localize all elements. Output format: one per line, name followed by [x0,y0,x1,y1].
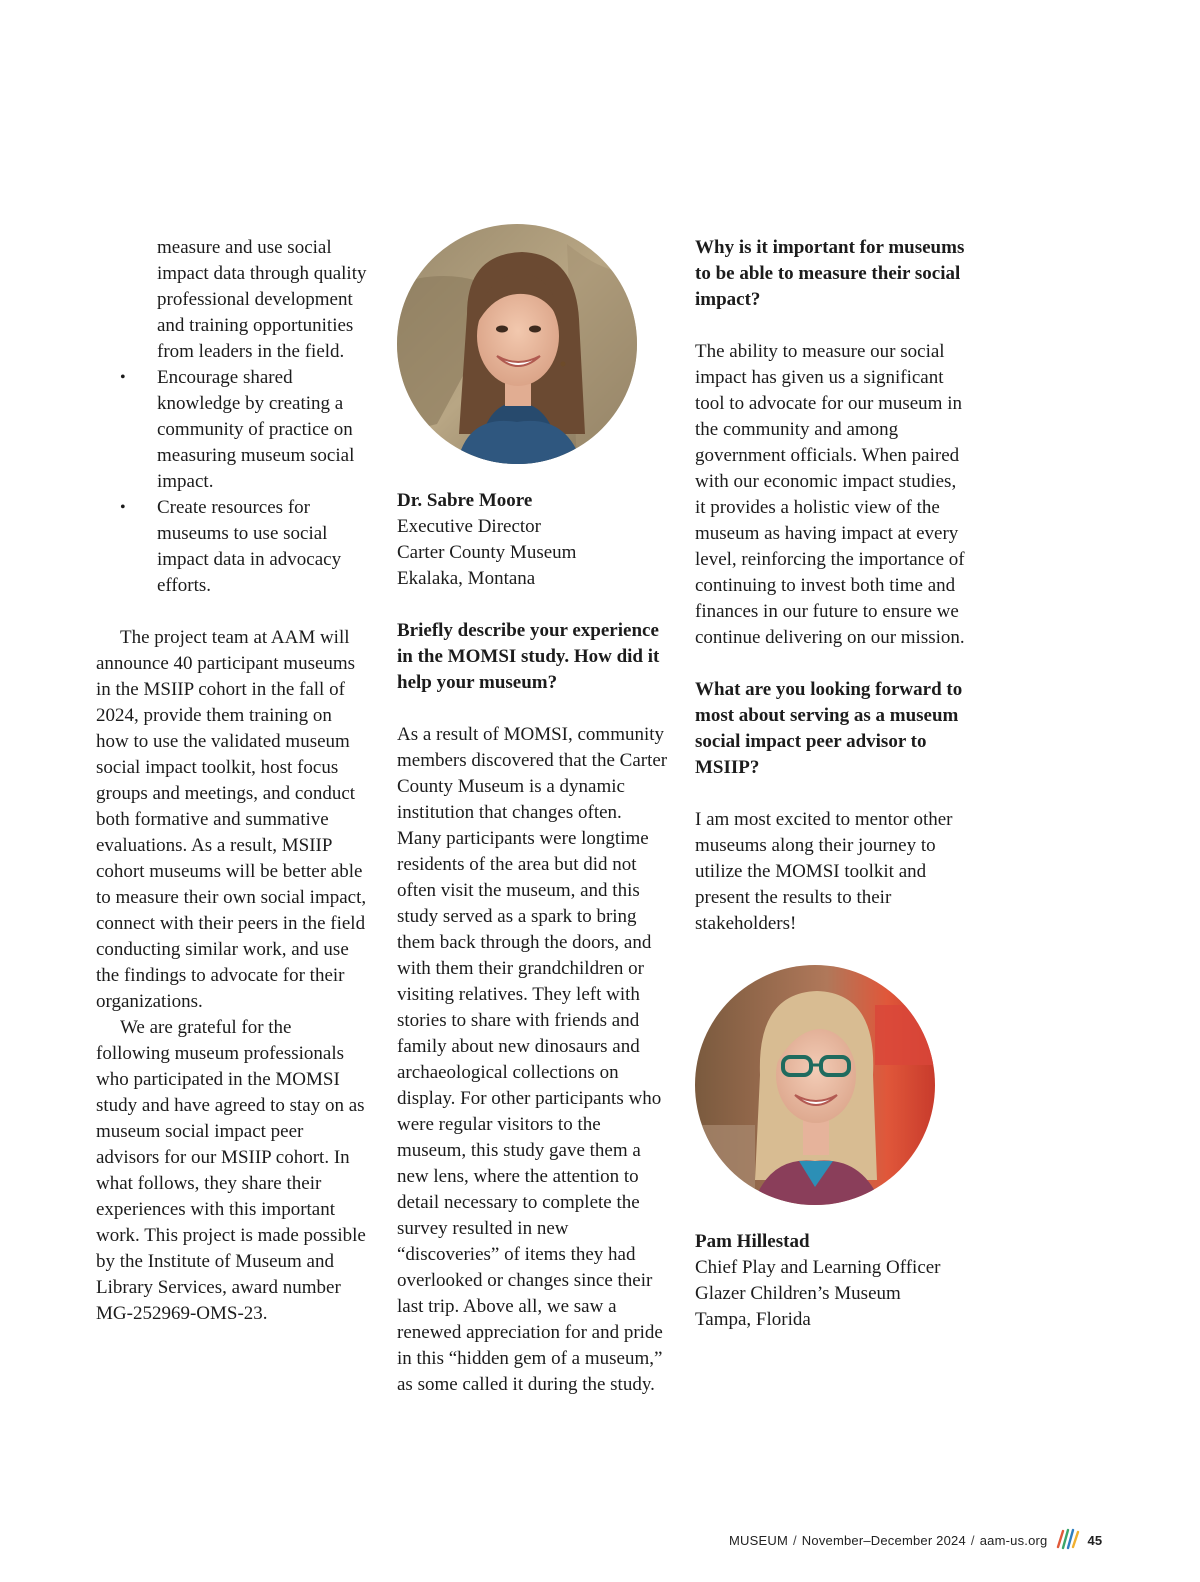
advisor-organization: Carter County Museum [397,542,577,563]
portrait-illustration [695,965,935,1205]
interview-question: Briefly describe your experience in the MOMSI study. How did it help your museum? [397,620,660,693]
interview-question: Why is it important for museums to be able to measure their social impact? [695,237,965,310]
website-link[interactable]: aam-us.org [979,1532,1048,1548]
advisor-location: Ekalaka, Montana [397,568,536,589]
interview-question: What are you looking forward to most about serving as a museum social impact peer advisor to MSIIP? [695,679,963,778]
advisor-name: Pam Hillestad [695,1231,810,1252]
footer-separator: / [792,1532,797,1548]
article-column-1 [96,235,368,1327]
advisor-location: Tampa, Florida [695,1309,811,1330]
advisor-title: Chief Play and Learning Officer [695,1257,941,1278]
list-item [120,495,368,599]
list-item [120,365,368,495]
advisor-organization: Glazer Children’s Museum [695,1283,901,1304]
advisor-name: Dr. Sabre Moore [397,490,533,511]
bullet-continuation-text: measure and use social impact data through quality professional development and training opportunities from leaders in the field. [157,237,367,362]
article-column-2 [397,235,669,1398]
magazine-name: MUSEUM [729,1532,788,1548]
body-paragraph: We are grateful for the following museum professionals who participated in the MOMSI study and have agreed to stay on as museum social impact peer advisors for our MSIIP cohort. In what follows, they share their experiences with this important work. This project is made possible by the Institute of Museum and Library Services, award number MG-252969-OMS-23. [96,1017,366,1324]
bullet-text: Create resources for museums to use social impact data in advocacy efforts. [157,497,342,596]
portrait-illustration [397,224,637,464]
body-paragraph: The project team at AAM will announce 40 participant museums in the MSIIP cohort in the fall of 2024, provide them training on how to use the validated museum social impact toolkit, host focus groups and meetings, and conduct both formative and summative evaluations. As a result, MSIIP cohort museums will be better able to measure their own social impact, connect with their peers in the field conducting similar work, and use the findings to advocate for their organizations. [96,627,367,1012]
page-footer [729,1530,1102,1550]
aam-stripes-logo-icon [1055,1528,1081,1553]
bullet-text: Encourage shared knowledge by creating a community of practice on measuring museum social impact. [157,367,355,492]
bullet-icon: • [120,499,126,516]
bullet-list [96,235,368,599]
bullet-icon: • [120,369,126,386]
article-column-3 [695,235,970,1333]
page-number: 45 [1087,1532,1103,1548]
footer-separator: / [970,1532,975,1548]
interview-answer: I am most excited to mentor other museums along their journey to utilize the MOMSI toolkit and present the results to their stakeholders! [695,809,953,934]
portrait-photo-pam-hillestad [695,965,935,1205]
portrait-photo-sabre-moore [397,224,637,464]
interview-answer: As a result of MOMSI, community members discovered that the Carter County Museum is a dynamic institution that changes often. Many participants were longtime residents of the area but did not often visit the museum, and this study served as a spark to bring them back through the doors, and with them their grandchildren or visiting relatives. They left with stories to share with friends and family about new dinosaurs and archaeological collections on display. For other participants who were regular visitors to the museum, this study gave them a new lens, where the attention to detail necessary to complete the survey resulted in new “discoveries” of items they had overlooked or changes since their last trip. Above all, we saw a renewed appreciation for and pride in this “hidden gem of a museum,” as some called it during the study. [397,724,668,1395]
interview-answer: The ability to measure our social impact has given us a significant tool to advocate for our museum in the community and among government officials. When paired with our economic impact studies, it provides a holistic view of the museum as having impact at every level, reinforcing the importance of continuing to invest both time and finances in our future to ensure we continue delivering on our mission. [695,341,965,648]
list-item [157,235,368,365]
issue-date: November–December 2024 [801,1532,966,1548]
advisor-title: Executive Director [397,516,542,537]
